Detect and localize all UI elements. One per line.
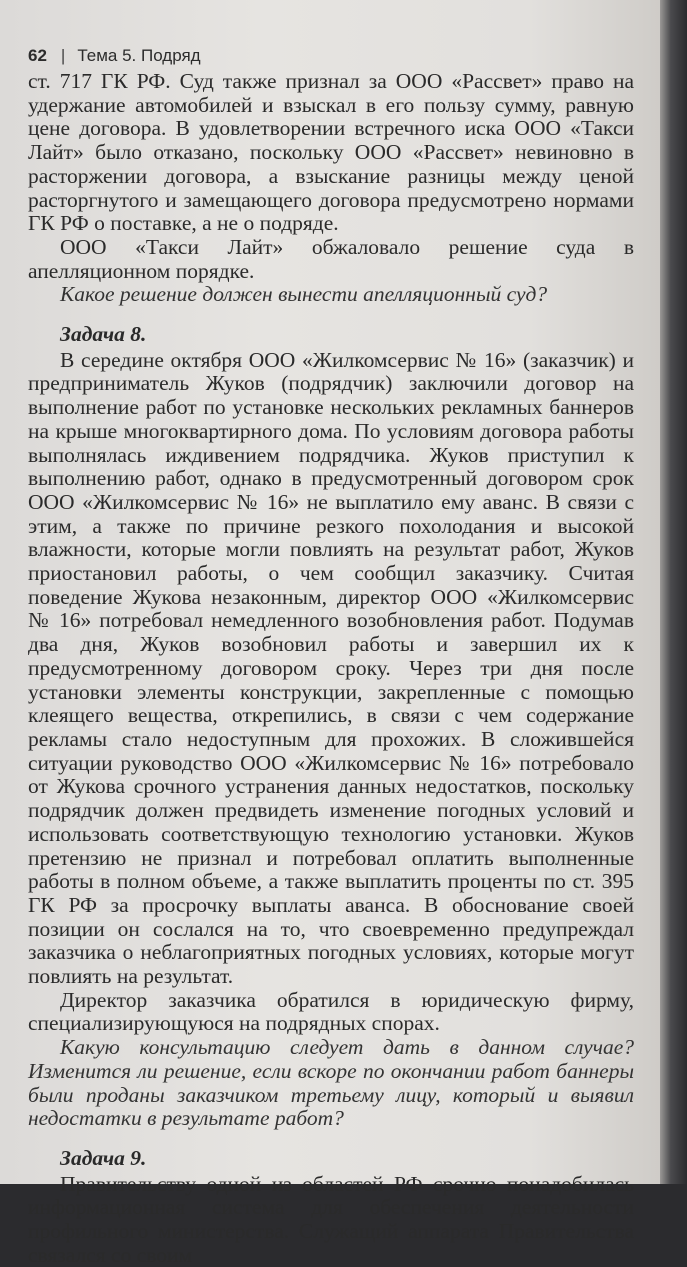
- paragraph-director: Директор заказчика обратился в юридическую фирму, специализирующуюся на подрядных спорах.: [28, 987, 634, 1036]
- page-number: 62: [28, 46, 47, 65]
- task-9-heading: Задача 9.: [60, 1145, 147, 1170]
- task-8-heading: Задача 8.: [60, 322, 147, 347]
- question-task-7: Какое решение должен вынести апелляционный суд?: [60, 282, 548, 307]
- chapter-title: Тема 5. Подряд: [77, 46, 201, 65]
- running-header: [28, 44, 201, 68]
- paragraph-case-7-end: ст. 717 ГК РФ. Суд также признал за ООО «Рассвет» право на удержание автомобилей и взыскал в его пользу сумму, равную цене договора. В удовлетворении встречного иска ООО «Такси Лайт» было отказано, поскольку ООО «Рассвет» невиновно в расторжении договора, а взыскание разницы между ценой расторгнутого и замещающего договора предусмотрено нормами ГК РФ о поставке, а не о подряде.: [28, 69, 634, 236]
- page-edge-shadow: [660, 0, 687, 1184]
- page-body: [28, 70, 634, 1267]
- paragraph-task-9: Правительству одной из областей РФ срочно понадобилась информационная система для обеспечения деятельности профильного министерства. Служащий аппарата Правительства связался со своим: [28, 1171, 634, 1267]
- paragraph-appeal: ООО «Такси Лайт» обжаловало решение суда в апелляционном порядке.: [28, 234, 634, 283]
- question-task-8: Какую консультацию следует дать в данном случае? Изменится ли решение, если вскоре по окончании работ баннеры были проданы заказчиком третьему лицу, который и выявил недостатки в результате работ?: [28, 1035, 634, 1131]
- header-separator: |: [60, 46, 66, 65]
- paragraph-task-8: В середине октября ООО «Жилкомсервис № 16» (заказчик) и предприниматель Жуков (подрядчик) заключили договор на выполнение работ по установке нескольких рекламных баннеров на крыше многоквартирного дома. По условиям договора работы выполнялась иждивением подрядчика. Жуков приступил к выполнению работ, однако в предусмотренный договором срок ООО «Жилкомсервис № 16» не выплатило ему аванс. В связи с этим, а также по причине резкого похолодания и высокой влажности, которые могли повлиять на результат работ, Жуков приостановил работы, о чем сообщил заказчику. Считая поведение Жукова незаконным, директор ООО «Жилкомсервис № 16» потребовал немедленного возобновления работ. Подумав два дня, Жуков возобновил работы и завершил их к предусмотренному договором сроку. Через три дня после установки элементы конструкции, закрепленные с помощью клеящего вещества, открепились, в связи с чем содержание рекламы стало недоступным для прохожих. В сложившейся ситуации руководство ООО «Жилкомсервис № 16» потребовало от Жукова срочного устранения данных недостатков, поскольку подрядчик должен предвидеть изменение погодных условий и использовать соответствующую технологию установки. Жуков претензию не признал и потребовал оплатить выполненные работы в полном объеме, а также выплатить проценты по ст. 395 ГК РФ за просрочку выплаты аванса. В обоснование своей позиции он сослался на то, что своевременно предупреждал заказчика о неблагоприятных погодных условиях, которые могут повлиять на результат.: [28, 347, 634, 989]
